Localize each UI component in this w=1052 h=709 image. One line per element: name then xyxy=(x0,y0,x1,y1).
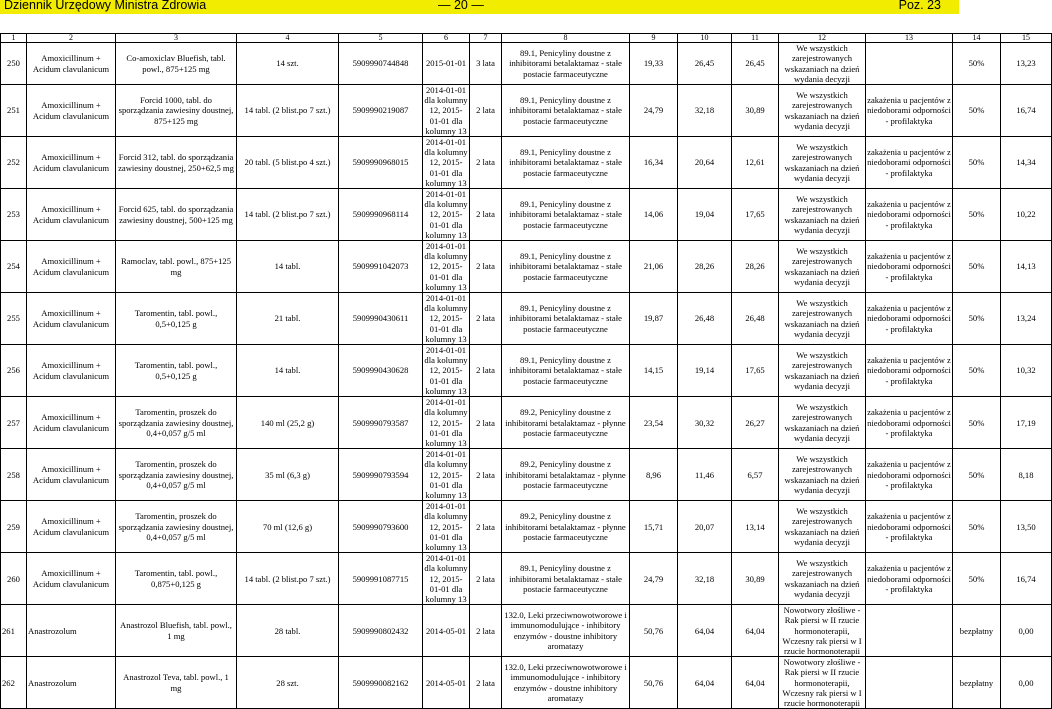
off-label-indication: zakażenia u pacjentów z niedoborami odporności - profilaktyka xyxy=(866,397,953,449)
row-number: 255 xyxy=(1,293,27,345)
retail-price: 26,27 xyxy=(732,397,779,449)
wholesale-price: 20,64 xyxy=(678,137,732,189)
effective-date: 2014-01-01 dla kolumny 12, 2015-01-01 dla kolumny 13 xyxy=(424,85,468,136)
official-price: 21,06 xyxy=(630,241,678,293)
official-price: 15,71 xyxy=(630,501,678,553)
official-price: 14,06 xyxy=(630,189,678,241)
validity-period: 2 lata xyxy=(470,501,502,553)
product-name: Forcid 312, tabl. do sporządzania zawiesiny doustnej, 250+62,5 mg xyxy=(116,137,237,189)
column-number: 15 xyxy=(1001,34,1052,43)
limit-group: 89.2, Penicyliny doustne z inhibitorami betalaktamaz - płynne postacie farmaceutyczne xyxy=(502,397,630,449)
package-size: 70 ml (12,6 g) xyxy=(237,501,339,553)
reimbursed-indication: Nowotwory złośliwe - Rak piersi w II rzucie hormonoterapii, Wczesny rak piersi w I rzucie hormonoterapii xyxy=(779,605,866,657)
column-number: 1 xyxy=(1,34,27,43)
package-size: 14 tabl. xyxy=(237,241,339,293)
product-name: Co-amoxiclav Bluefish, tabl. powl., 875+125 mg xyxy=(116,43,237,85)
ean-code: 5909990744848 xyxy=(339,43,423,85)
package-size: 35 ml (6,3 g) xyxy=(237,449,339,501)
off-label-indication: zakażenia u pacjentów z niedoborami odporności - profilaktyka xyxy=(866,553,953,605)
validity-period: 2 lata xyxy=(470,449,502,501)
table-row xyxy=(1,605,1052,657)
table-row xyxy=(1,43,1052,85)
effective-date: 2014-05-01 xyxy=(423,657,470,709)
wholesale-price: 26,45 xyxy=(678,43,732,85)
validity-period: 2 lata xyxy=(470,85,502,137)
active-substance: Amoxicillinum + Acidum clavulanicum xyxy=(27,449,116,501)
active-substance: Amoxicillinum + Acidum clavulanicum xyxy=(27,397,116,449)
wholesale-price: 26,48 xyxy=(678,293,732,345)
limit-group: 89.1, Penicyliny doustne z inhibitorami betalaktamaz - stałe postacie farmaceutyczne xyxy=(502,241,630,293)
patient-payment: 13,24 xyxy=(1001,293,1052,345)
table-row xyxy=(1,553,1052,605)
active-substance: Anastrozolum xyxy=(27,657,116,709)
table-body xyxy=(1,34,1052,709)
official-price: 14,15 xyxy=(630,345,678,397)
off-label-indication: zakażenia u pacjentów z niedoborami odporności - profilaktyka xyxy=(866,85,953,137)
row-number: 251 xyxy=(1,85,27,137)
ean-code: 5909991087715 xyxy=(339,553,423,605)
effective-date: 2015-01-01 xyxy=(423,43,470,85)
row-number: 257 xyxy=(1,397,27,449)
row-number: 253 xyxy=(1,189,27,241)
reimbursement-table xyxy=(0,33,1052,709)
row-number: 254 xyxy=(1,241,27,293)
table-row xyxy=(1,449,1052,501)
product-name: Taromentin, tabl. powl., 0,5+0,125 g xyxy=(116,345,237,397)
product-name: Anastrozol Teva, tabl. powl., 1 mg xyxy=(116,657,237,709)
active-substance: Amoxicillinum + Acidum clavulanicum xyxy=(27,553,116,605)
payment-level: 50% xyxy=(953,43,1001,85)
package-size: 28 tabl. xyxy=(237,605,339,657)
retail-price: 26,48 xyxy=(732,293,779,345)
retail-price: 30,89 xyxy=(732,553,779,605)
row-number: 256 xyxy=(1,345,27,397)
position-number: Poz. 23 xyxy=(898,0,941,12)
column-number: 4 xyxy=(237,34,339,43)
wholesale-price: 19,14 xyxy=(678,345,732,397)
official-price: 50,76 xyxy=(630,657,678,709)
ean-code: 5909990793594 xyxy=(339,449,423,501)
payment-level: 50% xyxy=(953,501,1001,553)
validity-period: 2 lata xyxy=(470,553,502,605)
off-label-indication: zakażenia u pacjentów z niedoborami odporności - profilaktyka xyxy=(866,293,953,345)
off-label-indication: zakażenia u pacjentów z niedoborami odporności - profilaktyka xyxy=(866,345,953,397)
limit-group: 89.1, Penicyliny doustne z inhibitorami betalaktamaz - stałe postacie farmaceutyczne xyxy=(502,293,630,345)
off-label-indication xyxy=(866,657,953,709)
column-number: 2 xyxy=(27,34,116,43)
row-number: 252 xyxy=(1,137,27,189)
reimbursed-indication: We wszystkich zarejestrowanych wskazaniach na dzień wydania decyzji xyxy=(779,137,866,189)
ean-code: 5909990968114 xyxy=(339,189,423,241)
product-name: Anastrozol Bluefish, tabl. powl., 1 mg xyxy=(116,605,237,657)
official-price: 19,87 xyxy=(630,293,678,345)
limit-group: 89.1, Penicyliny doustne z inhibitorami betalaktamaz - stałe postacie farmaceutyczne xyxy=(502,189,630,241)
row-number: 261 xyxy=(1,605,27,657)
payment-level: 50% xyxy=(953,85,1001,137)
column-number: 13 xyxy=(866,34,953,43)
off-label-indication: zakażenia u pacjentów z niedoborami odporności - profilaktyka xyxy=(866,501,953,553)
off-label-indication: zakażenia u pacjentów z niedoborami odporności - profilaktyka xyxy=(866,189,953,241)
payment-level: 50% xyxy=(953,241,1001,293)
column-number: 6 xyxy=(423,34,470,43)
row-number: 262 xyxy=(1,657,27,709)
official-price: 19,33 xyxy=(630,43,678,85)
limit-group: 89.2, Penicyliny doustne z inhibitorami betalaktamaz - płynne postacie farmaceutyczne xyxy=(502,449,630,501)
table-row xyxy=(1,657,1052,709)
payment-level: 50% xyxy=(953,189,1001,241)
patient-payment: 10,32 xyxy=(1001,345,1052,397)
patient-payment: 16,74 xyxy=(1001,85,1052,137)
product-name: Taromentin, proszek do sporządzania zawiesiny doustnej, 0,4+0,057 g/5 ml xyxy=(116,501,237,553)
column-number: 7 xyxy=(470,34,502,43)
package-size: 28 szt. xyxy=(237,657,339,709)
effective-date: 2014-01-01 dla kolumny 12, 2015-01-01 dla kolumny 13 xyxy=(424,189,468,240)
validity-period: 2 lata xyxy=(470,345,502,397)
effective-date: 2014-01-01 dla kolumny 12, 2015-01-01 dla kolumny 13 xyxy=(424,553,468,604)
page-header xyxy=(0,0,959,14)
package-size: 14 szt. xyxy=(237,43,339,85)
retail-price: 26,45 xyxy=(732,43,779,85)
patient-payment: 17,19 xyxy=(1001,397,1052,449)
validity-period: 2 lata xyxy=(470,241,502,293)
retail-price: 30,89 xyxy=(732,85,779,137)
payment-level: 50% xyxy=(953,137,1001,189)
validity-period: 3 lata xyxy=(470,43,502,85)
official-price: 23,54 xyxy=(630,397,678,449)
payment-level: 50% xyxy=(953,553,1001,605)
off-label-indication xyxy=(866,43,953,85)
payment-level: 50% xyxy=(953,293,1001,345)
payment-level: 50% xyxy=(953,397,1001,449)
table-row xyxy=(1,345,1052,397)
column-number: 12 xyxy=(779,34,866,43)
limit-group: 132.0, Leki przeciwnowotworowe i immunomodulujące - inhibitory enzymów - doustne inhibitory aromatazy xyxy=(502,605,630,657)
official-price: 50,76 xyxy=(630,605,678,657)
ean-code: 5909990430628 xyxy=(339,345,423,397)
wholesale-price: 11,46 xyxy=(678,449,732,501)
package-size: 14 tabl. (2 blist.po 7 szt.) xyxy=(237,85,339,137)
ean-code: 5909990968015 xyxy=(339,137,423,189)
column-number: 10 xyxy=(678,34,732,43)
retail-price: 6,57 xyxy=(732,449,779,501)
table-row xyxy=(1,501,1052,553)
patient-payment: 8,18 xyxy=(1001,449,1052,501)
package-size: 14 tabl. (2 blist.po 7 szt.) xyxy=(237,189,339,241)
product-name: Forcid 1000, tabl. do sporządzania zawiesiny doustnej, 875+125 mg xyxy=(116,85,237,137)
row-number: 250 xyxy=(1,43,27,85)
reimbursed-indication: We wszystkich zarejestrowanych wskazaniach na dzień wydania decyzji xyxy=(779,241,866,293)
ean-code: 5909991042073 xyxy=(339,241,423,293)
validity-period: 2 lata xyxy=(470,189,502,241)
reimbursed-indication: We wszystkich zarejestrowanych wskazaniach na dzień wydania decyzji xyxy=(779,293,866,345)
ean-code: 5909990219087 xyxy=(339,85,423,137)
validity-period: 2 lata xyxy=(470,293,502,345)
active-substance: Amoxicillinum + Acidum clavulanicum xyxy=(27,345,116,397)
limit-group: 89.1, Penicyliny doustne z inhibitorami betalaktamaz - stałe postacie farmaceutyczne xyxy=(502,43,630,85)
wholesale-price: 28,26 xyxy=(678,241,732,293)
table-row xyxy=(1,293,1052,345)
ean-code: 5909990793600 xyxy=(339,501,423,553)
product-name: Forcid 625, tabl. do sporządzania zawiesiny doustnej, 500+125 mg xyxy=(116,189,237,241)
ean-code: 5909990430611 xyxy=(339,293,423,345)
active-substance: Amoxicillinum + Acidum clavulanicum xyxy=(27,43,116,85)
patient-payment: 14,34 xyxy=(1001,137,1052,189)
reimbursed-indication: We wszystkich zarejestrowanych wskazaniach na dzień wydania decyzji xyxy=(779,397,866,449)
column-number: 3 xyxy=(116,34,237,43)
limit-group: 89.1, Penicyliny doustne z inhibitorami betalaktamaz - stałe postacie farmaceutyczne xyxy=(502,137,630,189)
validity-period: 2 lata xyxy=(470,605,502,657)
effective-date: 2014-01-01 dla kolumny 12, 2015-01-01 dla kolumny 13 xyxy=(424,501,468,552)
effective-date: 2014-01-01 dla kolumny 12, 2015-01-01 dla kolumny 13 xyxy=(424,241,468,292)
patient-payment: 14,13 xyxy=(1001,241,1052,293)
product-name: Taromentin, tabl. powl., 0,875+0,125 g xyxy=(116,553,237,605)
column-number: 5 xyxy=(339,34,423,43)
product-name: Ramoclav, tabl. powl., 875+125 mg xyxy=(116,241,237,293)
official-price: 24,79 xyxy=(630,85,678,137)
validity-period: 2 lata xyxy=(470,397,502,449)
reimbursed-indication: We wszystkich zarejestrowanych wskazaniach na dzień wydania decyzji xyxy=(779,501,866,553)
wholesale-price: 19,04 xyxy=(678,189,732,241)
reimbursed-indication: We wszystkich zarejestrowanych wskazaniach na dzień wydania decyzji xyxy=(779,189,866,241)
column-number-row xyxy=(1,34,1052,43)
active-substance: Amoxicillinum + Acidum clavulanicum xyxy=(27,501,116,553)
package-size: 14 tabl. xyxy=(237,345,339,397)
patient-payment: 10,22 xyxy=(1001,189,1052,241)
package-size: 14 tabl. (2 blist.po 7 szt.) xyxy=(237,553,339,605)
reimbursed-indication: We wszystkich zarejestrowanych wskazaniach na dzień wydania decyzji xyxy=(779,345,866,397)
reimbursed-indication: We wszystkich zarejestrowanych wskazaniach na dzień wydania decyzji xyxy=(779,553,866,605)
table-row xyxy=(1,241,1052,293)
limit-group: 89.2, Penicyliny doustne z inhibitorami betalaktamaz - płynne postacie farmaceutyczne xyxy=(502,501,630,553)
retail-price: 13,14 xyxy=(732,501,779,553)
retail-price: 64,04 xyxy=(732,657,779,709)
row-number: 258 xyxy=(1,449,27,501)
retail-price: 28,26 xyxy=(732,241,779,293)
page-number: — 20 — xyxy=(438,0,484,12)
table-row xyxy=(1,85,1052,137)
row-number: 259 xyxy=(1,501,27,553)
reimbursed-indication: We wszystkich zarejestrowanych wskazaniach na dzień wydania decyzji xyxy=(779,449,866,501)
column-number: 14 xyxy=(953,34,1001,43)
ean-code: 5909990793587 xyxy=(339,397,423,449)
patient-payment: 0,00 xyxy=(1001,657,1052,709)
ean-code: 5909990082162 xyxy=(339,657,423,709)
effective-date: 2014-05-01 xyxy=(423,605,470,657)
wholesale-price: 64,04 xyxy=(678,657,732,709)
table-row xyxy=(1,189,1052,241)
limit-group: 89.1, Penicyliny doustne z inhibitorami betalaktamaz - stałe postacie farmaceutyczne xyxy=(502,553,630,605)
effective-date: 2014-01-01 dla kolumny 12, 2015-01-01 dla kolumny 13 xyxy=(424,345,468,396)
patient-payment: 16,74 xyxy=(1001,553,1052,605)
reimbursed-indication: Nowotwory złośliwe - Rak piersi w II rzucie hormonoterapii, Wczesny rak piersi w I rzucie hormonoterapii xyxy=(779,657,866,709)
payment-level: bezpłatny xyxy=(953,605,1001,657)
payment-level: 50% xyxy=(953,449,1001,501)
retail-price: 64,04 xyxy=(732,605,779,657)
wholesale-price: 64,04 xyxy=(678,605,732,657)
limit-group: 89.1, Penicyliny doustne z inhibitorami betalaktamaz - stałe postacie farmaceutyczne xyxy=(502,85,630,137)
active-substance: Amoxicillinum + Acidum clavulanicum xyxy=(27,293,116,345)
payment-level: bezpłatny xyxy=(953,657,1001,709)
effective-date: 2014-01-01 dla kolumny 12, 2015-01-01 dla kolumny 13 xyxy=(424,137,468,188)
product-name: Taromentin, proszek do sporządzania zawiesiny doustnej, 0,4+0,057 g/5 ml xyxy=(116,449,237,501)
active-substance: Amoxicillinum + Acidum clavulanicum xyxy=(27,137,116,189)
active-substance: Amoxicillinum + Acidum clavulanicum xyxy=(27,189,116,241)
package-size: 21 tabl. xyxy=(237,293,339,345)
effective-date: 2014-01-01 dla kolumny 12, 2015-01-01 dla kolumny 13 xyxy=(424,449,468,500)
wholesale-price: 20,07 xyxy=(678,501,732,553)
column-number: 11 xyxy=(732,34,779,43)
off-label-indication xyxy=(866,605,953,657)
wholesale-price: 32,18 xyxy=(678,85,732,137)
product-name: Taromentin, proszek do sporządzania zawiesiny doustnej, 0,4+0,057 g/5 ml xyxy=(116,397,237,449)
wholesale-price: 30,32 xyxy=(678,397,732,449)
reimbursed-indication: We wszystkich zarejestrowanych wskazaniach na dzień wydania decyzji xyxy=(779,43,866,85)
package-size: 20 tabl. (5 blist.po 4 szt.) xyxy=(237,137,339,189)
off-label-indication: zakażenia u pacjentów z niedoborami odporności - profilaktyka xyxy=(866,241,953,293)
effective-date: 2014-01-01 dla kolumny 12, 2015-01-01 dla kolumny 13 xyxy=(424,397,468,448)
patient-payment: 13,50 xyxy=(1001,501,1052,553)
retail-price: 12,61 xyxy=(732,137,779,189)
product-name: Taromentin, tabl. powl., 0,5+0,125 g xyxy=(116,293,237,345)
column-number: 9 xyxy=(630,34,678,43)
official-price: 16,34 xyxy=(630,137,678,189)
payment-level: 50% xyxy=(953,345,1001,397)
package-size: 140 ml (25,2 g) xyxy=(237,397,339,449)
wholesale-price: 32,18 xyxy=(678,553,732,605)
official-price: 8,96 xyxy=(630,449,678,501)
limit-group: 89.1, Penicyliny doustne z inhibitorami betalaktamaz - stałe postacie farmaceutyczne xyxy=(502,345,630,397)
column-number: 8 xyxy=(502,34,630,43)
row-number: 260 xyxy=(1,553,27,605)
retail-price: 17,65 xyxy=(732,345,779,397)
table-row xyxy=(1,397,1052,449)
ean-code: 5909990802432 xyxy=(339,605,423,657)
patient-payment: 13,23 xyxy=(1001,43,1052,85)
official-price: 24,79 xyxy=(630,553,678,605)
off-label-indication: zakażenia u pacjentów z niedoborami odporności - profilaktyka xyxy=(866,137,953,189)
active-substance: Amoxicillinum + Acidum clavulanicum xyxy=(27,241,116,293)
off-label-indication: zakażenia u pacjentów z niedoborami odporności - profilaktyka xyxy=(866,449,953,501)
retail-price: 17,65 xyxy=(732,189,779,241)
validity-period: 2 lata xyxy=(470,137,502,189)
effective-date: 2014-01-01 dla kolumny 12, 2015-01-01 dla kolumny 13 xyxy=(424,293,468,344)
reimbursed-indication: We wszystkich zarejestrowanych wskazaniach na dzień wydania decyzji xyxy=(779,85,866,137)
journal-title: Dziennik Urzędowy Ministra Zdrowia xyxy=(4,0,207,12)
active-substance: Amoxicillinum + Acidum clavulanicum xyxy=(27,85,116,137)
validity-period: 2 lata xyxy=(470,657,502,709)
active-substance: Anastrozolum xyxy=(27,605,116,657)
table-row xyxy=(1,137,1052,189)
patient-payment: 0,00 xyxy=(1001,605,1052,657)
limit-group: 132.0, Leki przeciwnowotworowe i immunomodulujące - inhibitory enzymów - doustne inhibitory aromatazy xyxy=(502,657,630,709)
